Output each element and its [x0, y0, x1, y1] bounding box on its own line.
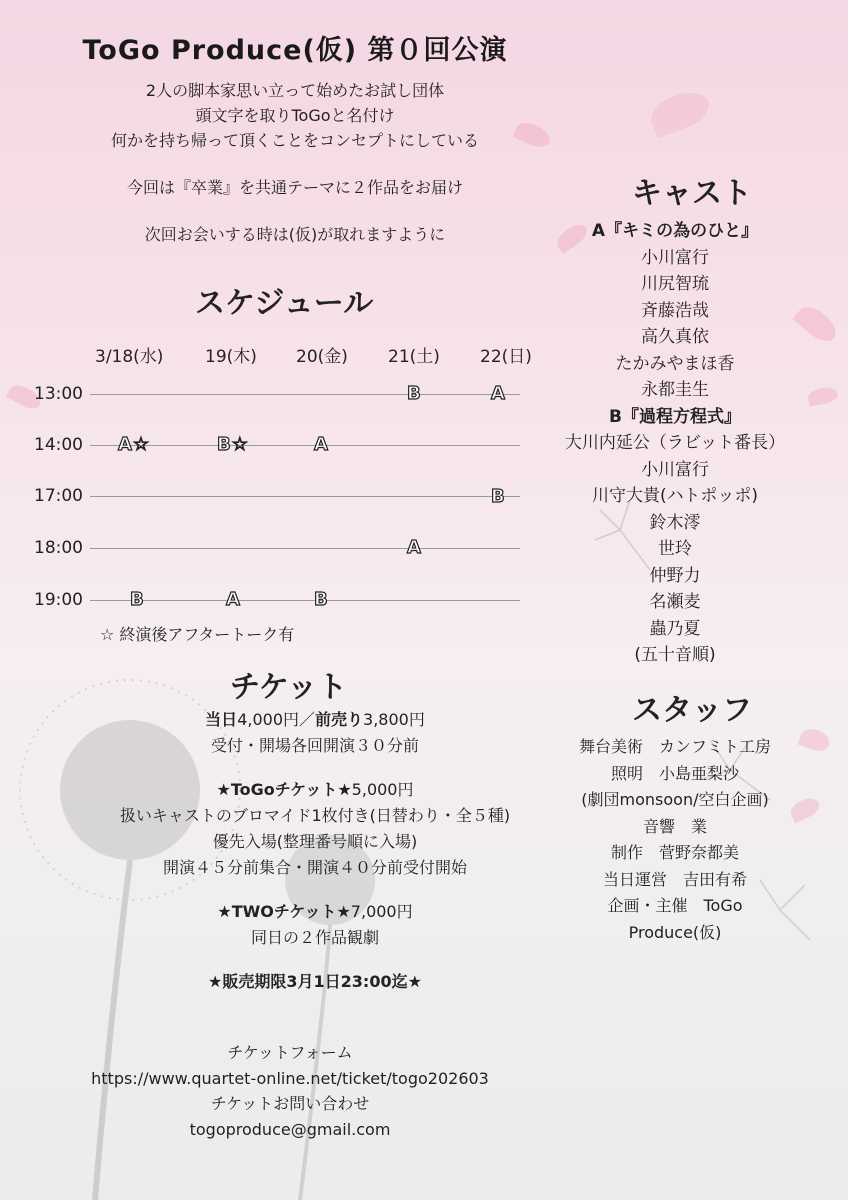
sales-deadline: ★販売期限3月1日23:00迄★	[208, 972, 422, 991]
performance-mark: B	[130, 589, 145, 610]
cast-member: 鈴木澪	[649, 512, 701, 533]
staff-line: 照明 小島亜梨沙	[610, 763, 739, 783]
cast-member: 仲野力	[649, 565, 701, 586]
petal-decoration	[807, 386, 839, 407]
performance-mark: A☆	[118, 434, 151, 455]
cast-member: 川守大貴(ハトポッポ)	[592, 486, 758, 506]
intro-line: 頭文字を取りToGoと名付け	[195, 106, 395, 125]
reception-line: 受付・開場各回開演３０分前	[210, 736, 419, 755]
cast-order-note: (五十音順)	[634, 645, 716, 665]
intro-line: 何かを持ち帰って頂くことをコンセプトにしている	[110, 131, 479, 150]
cast-member: 名瀬麦	[649, 592, 701, 612]
cast-member: 高久真依	[641, 327, 709, 347]
cast-member: 世玲	[658, 539, 692, 559]
performance-mark: A	[491, 383, 506, 404]
performance-mark: B	[491, 486, 506, 507]
performance-mark: A	[314, 434, 329, 455]
schedule-row-line	[90, 445, 520, 446]
ticket-form-label: チケットフォーム	[227, 1043, 353, 1062]
staff-line: 舞台美術 カンフミト工房	[578, 737, 771, 756]
togo-ticket-line: ★ToGoチケット★5,000円	[216, 780, 414, 799]
schedule-heading: スケジュール	[195, 286, 374, 321]
cast-member: 小川富行	[641, 247, 709, 268]
schedule-time: 18:00	[34, 538, 83, 558]
schedule-time: 19:00	[34, 590, 83, 610]
ticket-form-link[interactable]: https://www.quartet-online.net/ticket/togo202603	[91, 1068, 489, 1088]
cast-member: 川尻智琉	[641, 274, 709, 294]
schedule-time: 14:00	[34, 435, 83, 455]
performance-mark: A	[226, 589, 241, 610]
two-ticket-line: ★TWOチケット★7,000円	[217, 902, 413, 921]
cast-member: たかみやまほ香	[615, 353, 735, 374]
schedule-row-line	[90, 600, 520, 601]
cast-member: 永都圭生	[641, 380, 709, 400]
schedule-row-line	[90, 548, 520, 549]
schedule-row-line	[90, 496, 520, 497]
intro-line: 今回は『卒業』を共通テーマに２作品をお届け	[126, 178, 463, 197]
schedule-day: 22(日)	[480, 347, 532, 367]
schedule-day: 19(木)	[205, 347, 257, 367]
page-title: ToGo Produce(仮) 第０回公演	[82, 35, 508, 66]
staff-line: 当日運営 吉田有希	[602, 869, 747, 889]
inquiry-label: チケットお問い合わせ	[210, 1094, 370, 1113]
performance-mark: B	[407, 383, 422, 404]
cast-list	[560, 218, 790, 669]
schedule-time: 17:00	[34, 486, 83, 506]
intro-text	[60, 78, 530, 247]
performance-mark: A	[407, 537, 422, 558]
play-a-title: A『キミの為のひと』	[591, 221, 759, 241]
staff-line: 制作 菅野奈都美	[610, 843, 739, 862]
cast-member: 蟲乃夏	[649, 618, 701, 639]
cast-member: 斉藤浩哉	[641, 300, 709, 321]
petal-decoration	[792, 301, 841, 348]
staff-line: 企画・主催 ToGo Produce(仮)	[607, 896, 743, 942]
inquiry-email-link[interactable]: togoproduce@gmail.com	[189, 1119, 391, 1139]
cast-member: 小川富行	[641, 459, 709, 480]
cast-heading: キャスト	[632, 176, 752, 211]
togo-ticket-detail: 優先入場(整理番号順に入場)	[212, 832, 418, 851]
schedule-day: 21(土)	[388, 347, 440, 367]
two-ticket-detail: 同日の２作品観劇	[250, 928, 379, 947]
price-line: 当日4,000円／前売り3,800円	[205, 710, 425, 729]
staff-line: 音響 業	[642, 816, 707, 836]
performance-mark: B	[314, 589, 329, 610]
schedule-day: 3/18(水)	[95, 347, 164, 367]
ticket-heading: チケット	[230, 670, 348, 705]
staff-line: (劇団monsoon/空白企画)	[581, 790, 769, 809]
ticket-info	[60, 707, 570, 995]
togo-ticket-detail: 開演４５分前集合・開演４０分前受付開始	[162, 858, 467, 877]
intro-line: 2人の脚本家思い立って始めたお試し団体	[145, 81, 445, 100]
schedule-row-line	[90, 394, 520, 395]
play-b-title: B『過程方程式』	[609, 406, 741, 427]
intro-line: 次回お会いする時は(仮)が取れますように	[144, 225, 446, 244]
after-talk-note: ☆ 終演後アフタートーク有	[100, 625, 295, 644]
cast-member: 大川内延公（ラビット番長）	[564, 433, 786, 453]
contact-info	[40, 1040, 540, 1142]
schedule-day: 20(金)	[296, 347, 348, 367]
togo-ticket-detail: 扱いキャストのブロマイド1枚付き(日替わり・全５種)	[119, 806, 511, 825]
staff-heading: スタッフ	[632, 693, 752, 728]
staff-list	[560, 734, 790, 942]
schedule-time: 13:00	[34, 384, 83, 404]
petal-decoration	[646, 86, 714, 138]
performance-mark: B☆	[217, 434, 249, 455]
